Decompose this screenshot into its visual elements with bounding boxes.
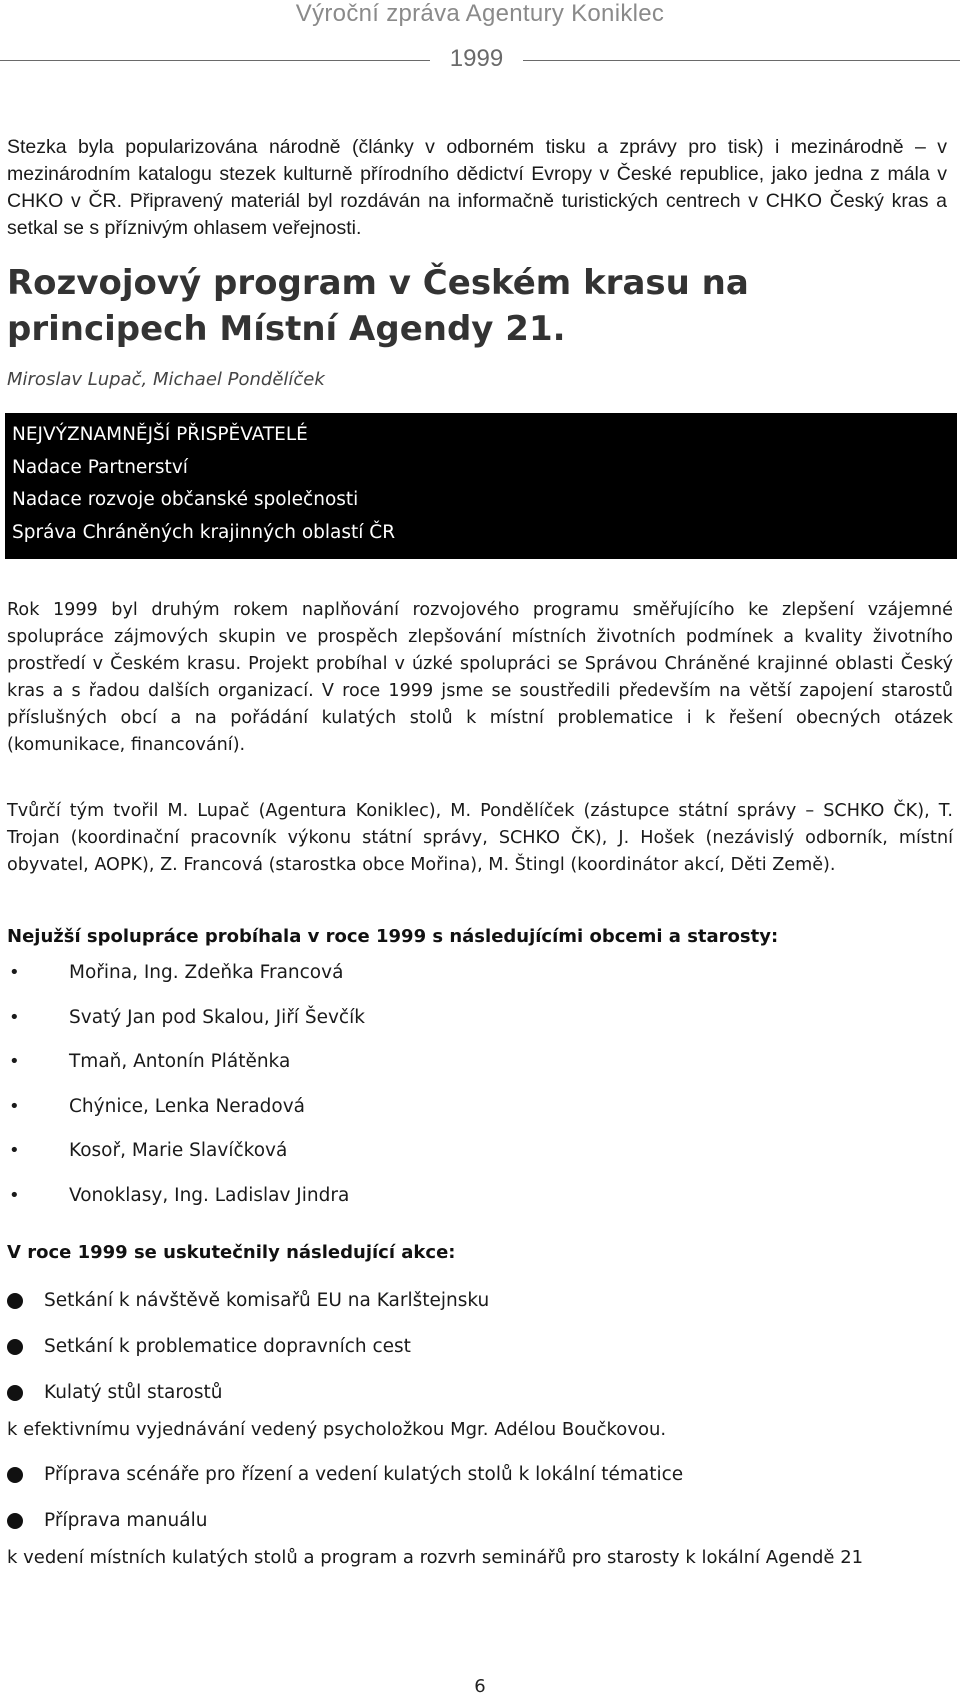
action-text: Setkání k návštěvě komisařů EU na Karlštejnsku xyxy=(44,1290,490,1311)
action-text: Příprava scénáře pro řízení a vedení kulatých stolů k lokální tématice xyxy=(44,1464,684,1485)
round-bullet-icon xyxy=(7,1339,23,1355)
list-item xyxy=(7,958,907,1003)
contributor-item: Nadace Partnerství xyxy=(12,456,188,478)
contributor-item: Správa Chráněných krajinných oblastí ČR xyxy=(12,521,396,543)
program-paragraph: Rok 1999 byl druhým rokem naplňování rozvojového programu směřujícího ke zlepšení vzájemné spolupráce zájmových skupin ve prospěch zlepšování místních životních podmínek a kvality životního prostředí v Českém krasu. Projekt probíhal v úzké spolupráci se Správou Chráněné krajinné oblasti Český kras a s řadou dalších organizací. V roce 1999 jsme se soustředili především na větší zapojení starostů příslušných obcí a na pořádání kulatých stolů k místní problematice i k řešení obecných otázek (komunikace, financování). xyxy=(7,600,953,755)
section-authors: Miroslav Lupač, Michael Pondělíček xyxy=(7,369,325,390)
bullet-icon: • xyxy=(9,1095,20,1117)
contributors-box xyxy=(5,413,957,559)
municipalities-list xyxy=(7,958,907,1225)
municipalities-heading: Nejužší spolupráce probíhala v roce 1999 s následujícími obcemi a starosty: xyxy=(7,926,779,947)
header-year: 1999 xyxy=(449,45,504,72)
list-item xyxy=(7,1047,907,1092)
team-paragraph: Tvůrčí tým tvořil M. Lupač (Agentura Koniklec), M. Pondělíček (zástupce státní správy – SCHKO ČK), T. Trojan (koordinační pracovník výkonu státní správy, SCHKO ČK), J. Hošek (nezávislý odborník, místní obyvatel, AOPK), Z. Francová (starostka obce Mořina), M. Štingl (koordinátor akcí, Děti Země). xyxy=(7,801,953,875)
bullet-icon: • xyxy=(9,1051,20,1072)
municipality-text: Svatý Jan pod Skalou, Jiří Ševčík xyxy=(69,1006,365,1028)
intro-paragraph xyxy=(7,134,947,242)
bullet-icon: • xyxy=(9,1184,20,1206)
municipality-text: Tmaň, Antonín Plátěnka xyxy=(69,1051,291,1072)
list-item xyxy=(7,1092,907,1137)
bullet-icon: • xyxy=(9,1140,20,1161)
municipality-text: Kosoř, Marie Slavíčková xyxy=(69,1140,288,1161)
contributors-heading: NEJVÝZNAMNĚJŠÍ PŘISPĚVATELÉ xyxy=(12,424,308,445)
bullet-icon: • xyxy=(9,1006,20,1028)
round-bullet-icon xyxy=(7,1293,23,1309)
report-header-title: Výroční zpráva Agentury Koniklec xyxy=(295,0,665,27)
municipality-text: Vonoklasy, Ing. Ladislav Jindra xyxy=(69,1184,350,1206)
round-bullet-icon xyxy=(7,1385,23,1401)
bullet-icon: • xyxy=(9,962,20,983)
page-number: 6 xyxy=(474,1676,486,1697)
list-item xyxy=(7,1136,907,1181)
action-text: Příprava manuálu xyxy=(44,1510,208,1531)
municipality-text: Chýnice, Lenka Neradová xyxy=(69,1095,305,1117)
action-note: k vedení místních kulatých stolů a program a rozvrh seminářů pro starosty k lokální Agendě 21 xyxy=(7,1547,864,1568)
header-rule-right xyxy=(523,60,960,61)
municipality-text: Mořina, Ing. Zdeňka Francová xyxy=(69,962,344,983)
action-text: Setkání k problematice dopravních cest xyxy=(44,1336,411,1357)
list-item xyxy=(7,1003,907,1048)
list-item xyxy=(7,1181,907,1226)
contributor-item: Nadace rozvoje občanské společnosti xyxy=(12,489,359,510)
intro-text: Stezka byla popularizována národně (články v odborném tisku a zprávy pro tisk) i mezinárodně – v mezinárodním katalogu stezek kulturně přírodního dědictví Evropy v České republice, jako jedna z mála v CHKO v ČR. Připravený materiál byl rozdáván na informačně turistických centrech v CHKO Český kras a setkal se s příznivým ohlasem veřejnosti. xyxy=(7,136,947,239)
header-rule-left xyxy=(0,60,430,61)
action-note: k efektivnímu vyjednávání vedený psycholožkou Mgr. Adélou Boučkovou. xyxy=(7,1419,667,1440)
round-bullet-icon xyxy=(7,1467,23,1483)
action-text: Kulatý stůl starostů xyxy=(44,1382,223,1403)
round-bullet-icon xyxy=(7,1513,23,1529)
section-title: Rozvojový program v Českém krasu na principech Místní Agendy 21. xyxy=(7,263,749,349)
actions-heading: V roce 1999 se uskutečnily následující akce: xyxy=(7,1242,456,1263)
